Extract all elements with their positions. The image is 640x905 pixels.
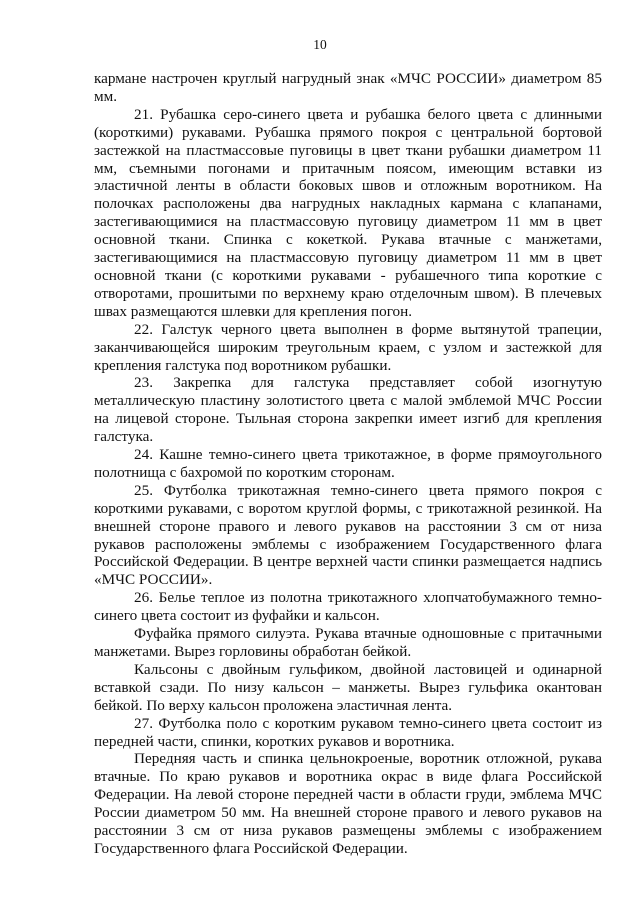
paragraph-item-21: 21. Рубашка серо-синего цвета и рубашка белого цвета с длинными (короткими) рукавами. Рубашка прямого покроя с центральной бортовой застежкой на пластмассовые пуговицы в цвет ткани рубашки диаметром 11 мм, съемными погонами и притачным поясом, имеющим вставки из эластичной ленты в области боковых швов и отложным воротником. На полочках расположены два нагрудных накладных кармана с клапанами, застегивающимися на пластмассовую пуговицу диаметром 11 мм в цвет основной ткани. Спинка с кокеткой. Рукава втачные с манжетами, застегивающимися на пластмассовую пуговицу диаметром 11 мм в цвет основной ткани (с короткими рукавами - рубашечного типа короткие с отворотами, прошитыми по верхнему краю отделочным швом). В плечевых швах размещаются шлевки для крепления погон. bbox=[94, 105, 602, 320]
paragraph-item-27: 27. Футболка поло с коротким рукавом темно-синего цвета состоит из передней части, спинки, коротких рукавов и воротника. bbox=[94, 714, 602, 750]
paragraph-item-25: 25. Футболка трикотажная темно-синего цвета прямого покроя с короткими рукавами, с воротом круглой формы, с трикотажной резинкой. На внешней стороне правого и левого рукавов на расстоянии 3 см от низа рукавов расположены эмблемы с изображением Государственного флага Российской Федерации. В центре верхней части спинки размещается надпись «МЧС РОССИИ». bbox=[94, 481, 602, 589]
paragraph-kalsony: Кальсоны с двойным гульфиком, двойной ластовицей и одинарной вставкой сзади. По низу кальсон – манжеты. Вырез гульфика окантован бейкой. По верху кальсон проложена эластичная лента. bbox=[94, 660, 602, 714]
paragraph-continuation: кармане настрочен круглый нагрудный знак «МЧС РОССИИ» диаметром 85 мм. bbox=[94, 70, 602, 105]
paragraph-polo-details: Передняя часть и спинка цельнокроеные, воротник отложной, рукава втачные. По краю рукавов и воротника окрас в виде флага Российской Федерации. На левой стороне передней части в области груди, эмблема МЧС России диаметром 50 мм. На внешней стороне правого и левого рукавов на расстоянии 3 см от низа рукавов размещены эмблемы с изображением Государственного флага Российской Федерации. bbox=[94, 750, 602, 857]
paragraph-item-23: 23. Закрепка для галстука представляет собой изогнутую металлическую пластину золотистого цвета с малой эмблемой МЧС России на лицевой стороне. Тыльная сторона закрепки имеет изгиб для крепления галстука. bbox=[94, 374, 602, 446]
document-body bbox=[94, 70, 602, 858]
paragraph-item-22: 22. Галстук черного цвета выполнен в форме вытянутой трапеции, заканчивающейся широким треугольным краем, с узлом и застежкой для крепления галстука под воротником рубашки. bbox=[94, 320, 602, 374]
page-number: 10 bbox=[313, 37, 327, 52]
paragraph-item-26: 26. Белье теплое из полотна трикотажного хлопчатобумажного темно-синего цвета состоит из фуфайки и кальсон. bbox=[94, 589, 602, 625]
paragraph-item-24: 24. Кашне темно-синего цвета трикотажное, в форме прямоугольного полотнища с бахромой по коротким сторонам. bbox=[94, 446, 602, 481]
paragraph-fufaika: Фуфайка прямого силуэта. Рукава втачные одношовные с притачными манжетами. Вырез горловины обработан бейкой. bbox=[94, 625, 602, 660]
